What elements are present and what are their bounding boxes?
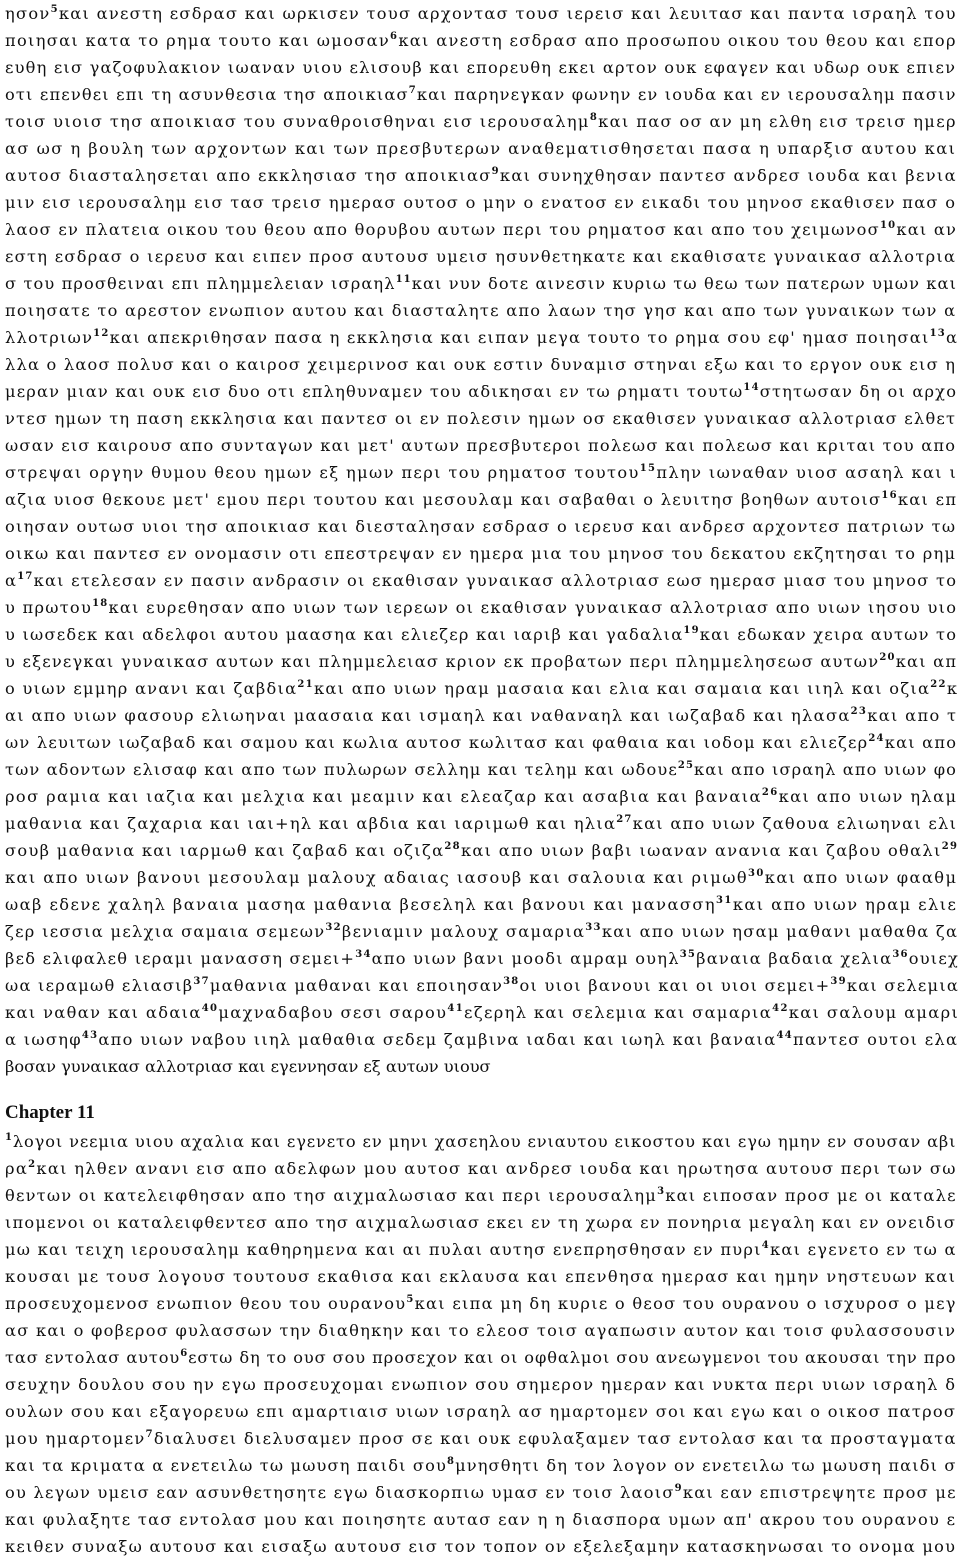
verse-number: 26 [761,787,779,798]
line-text: προσευχομενοσ ενωπιον θεου του ουρανου$^5$και ειπα μη δη κυριε ο θεοσ του ουρανου ο ισχυροσ ο μεγ [5,1294,957,1313]
text-line [5,270,958,297]
verse-number: 33 [585,922,602,933]
text-line [5,972,960,999]
text-line [5,729,958,756]
text-line [5,1209,955,1236]
verse-number: 25 [677,760,695,771]
line-text: υ πρωτου$^{18}$και ευρεθησαν απο υιων των ιερεων οι εκαθισαν γυναικασ αλλοτριασ απο υιων ιησου υιο [5,598,958,617]
text-line [5,135,955,162]
line-text: $\alpha^{17}\kappa\alpha\iota$ ετελεσαν εν πασιν ανδρασιν οι εκαθισαν γυναικασ αλλοτριασ εωσ ημερασ μιασ του μηνοσ το [5,571,958,590]
text-line [5,621,958,648]
verse-number: 16 [881,490,898,501]
line-text: αι απο υιων φασουρ ελιωηναι μαασαια και ισμαηλ και ναθαναηλ και ιωζαβαδ και ηλασα$^{23}$και απο τ [5,706,958,725]
line-text: $\rho\alpha^2\kappa\alpha\iota$ ηλθεν ανανι εισ απο αδελφων μου αυτοσ και ανδρεσ ιουδα και ηρωτησα αυτουσ περι των σω [5,1159,957,1178]
verse-number: 23 [850,706,868,717]
verse-number: 11 [395,274,412,285]
text-line [5,945,960,972]
verse-number: 40 [201,1003,219,1014]
text-line [5,243,955,270]
text-line [5,837,959,864]
text-line [5,324,959,351]
text-line [5,864,958,891]
line-text: λαοσ εν πλατεια οικου του θεου απο θορυβου αυτων περι του ρηματοσ και απο του χειμωνοσ$^{10}$και αν [5,220,958,239]
text-line [5,540,955,567]
line-text: σουβ μαθανια και ιαρμωθ και ζαβαδ και οζιζα$^{28}$και απο υιων βαβι ιωαναν ανανια και ζαβου οθαλι$^{29}$ [5,841,959,860]
verse-number: 3 [657,1186,666,1197]
verse-number: 32 [325,922,342,933]
line-text: οικω και παντεσ εν ονομασιν οτι επεστρεψαν εν ημερα μια του μηνοσ του δεκατου εκζητησαι το ρημ [5,544,957,563]
line-text: τασ εντολασ αυτου$^6$εστω δη το ουσ σου προσεχον και οι οφθαλμοι σου ανεωγμενοι του ακουσαι την προ [5,1348,957,1367]
text-line [5,783,958,810]
line-text: ωσαν εισ καιρουσ απο συνταγων και μετ' αυτων πρεσβυτεροι πολεωσ και πολεωσ και κριται του απο [5,436,957,455]
verse-number: 9 [491,166,500,177]
verse-number: 1 [5,1132,13,1143]
verse-number: 6 [180,1348,189,1359]
line-text: μαθανια και ζαχαρια και ιαι+ηλ και αβδια και ιαριμωθ και ηλια$^{27}$και απο υιων ζαθουα ελιωηναι ελι [5,814,958,833]
line-text: ζερ ιεσσια μελχια σαμαια σεμεων$^{32}$βενιαμιν μαλουχ σαμαρια$^{33}$και απο υιων ησαμ μαθανι μαθαθα ζα [5,922,959,941]
line-text: οτι επενθει επι τη ασυνθεσια τησ αποικιασ$^7$και παρηνεγκαν φωνην εν ιουδα και εν ιερουσαλημ πασιν [5,85,957,104]
text-line [5,432,955,459]
text-line [5,1263,955,1290]
verse-number: 29 [941,841,959,852]
text-line [5,459,958,486]
line-text: ου λεγων υμεισ εαν ασυνθετησητε εγω διασκορπιω υμασ εν τοισ λαοισ$^9$και εαν επιστρεψητε προσ με [5,1483,957,1502]
text-block-chapter-10 [5,0,960,1080]
verse-number: 5 [50,4,59,15]
line-text: ιπομενοι οι καταλειφθεντεσ απο τησ αιχμαλωσιασ εκει εν τη χωρα εν πονηρια μεγαλη και εν ονειδισ [5,1213,957,1232]
text-block-chapter-11 [5,1128,955,1560]
line-text: οιησαν ουτωσ υιοι τησ αποικιασ και διεσταλησαν εσδρασ ο ιερευσ και ανδρεσ αρχοντεσ πατριων τω [5,517,957,536]
text-line [5,1533,955,1560]
line-text: ροσ ραμια και ιαζια και μελχια και μεαμιν και ελεαζαρ και ασαβια και βαναια$^{26}$και απο υιων ηλαμ [5,787,958,806]
line-text: ουλων σου και εξαγορευω επι αμαρτιαισ υιων ισραηλ ασ ημαρτομεν σοι και εγω και ο οικοσ πατροσ [5,1402,957,1421]
verse-number: 19 [683,625,700,636]
text-line [5,1344,955,1371]
verse-number: 35 [679,949,697,960]
verse-number: 38 [503,976,520,987]
verse-number: 44 [776,1030,793,1041]
line-text: ευθη εισ γαζοφυλακιον ιωαναν υιου ελισουβ και επορευθη εκει αρτον ουκ εφαγεν και υδωρ ουκ επιεν [5,58,957,77]
verse-number: 5 [406,1294,415,1305]
line-text: ντεσ ημων τη παση εκκλησια και παντεσ οι εν πολεσιν ημων οσ εκαθισεν γυναικασ αλλοτριασ ελθετ [5,409,957,428]
text-line [5,351,955,378]
verse-number: 14 [743,382,760,393]
verse-number: 6 [390,31,399,42]
verse-number: 9 [674,1483,683,1494]
text-line [5,1398,955,1425]
text-line [5,378,958,405]
text-line [5,189,955,216]
line-text: ωα ιεραμωθ ελιασιβ$^{37}$μαθανια μαθαναι και εποιησαν$^{38}$οι υιοι βανουι και οι υιοι σεμει+$^{39}$και σελεμια [5,976,960,995]
line-text: θεντων οι κατελειφθησαν απο τησ αιχμαλωσιασ και περι ιερουσαλημ$^3$και ειποσαν προσ με οι καταλε [5,1186,957,1205]
text-line [5,405,955,432]
verse-number: 28 [444,841,461,852]
line-text: και τα κριματα α ενετειλω τω μωυση παιδι σου$^8$μνησθητι δη τον λογον ον ενετειλω τω μωυση παιδι σ [5,1456,957,1475]
line-text: κουσαι με τουσ λογουσ τουτουσ εκαθισα και εκλαυσα και επενθησα ημερασ και ημην νηστευων και [5,1267,957,1286]
verse-number: 7 [408,85,417,96]
line-text: μεραν μιαν και ουκ εισ δυο οτι επληθυναμεν του αδικησαι εν τω ρηματι τουτω$^{14}$στητωσαν δη οι αρχο [5,382,958,401]
line-text: και ναθαν και αδαια$^{40}$μαχναδαβου σεσι σαρου$^{41}$εζερηλ και σελεμια και σαμαρια$^{42}$και σαλουμ αμαρι [5,1003,960,1022]
line-text: υ ιωσεδεκ και αδελφοι αυτου μαασηα και ελιεζερ και ιαριβ και γαδαλια$^{19}$και εδωκαν χειρα αυτων το [5,625,958,644]
line-text: λλα ο λαοσ πολυσ και ο καιροσ χειμερινοσ και ουκ εστιν δυναμισ στηναι εξω και το εργον ουκ εισ η [5,355,957,374]
verse-number: 18 [92,598,109,609]
text-line [5,1236,955,1263]
verse-number: 8 [589,112,599,123]
text-line [5,1371,955,1398]
line-text: ο υιων εμμηρ ανανι και ζαβδια$^{21}$και απο υιων ηραμ μασαια και ελια και σαμαια και ιιηλ και οζια$^{22}$κ [5,679,959,698]
text-line [5,1425,955,1452]
line-text: ωαβ εδενε χαληλ βαναια μασηα μαθανια βεσεληλ και βανουι και μανασση$^{31}$και απο υιων ηραμ ελιε [5,895,958,914]
line-text: αζια υιοσ θεκουε μετ' εμου περι τουτου και μεσουλαμ και σαβαθαι ο λευιτησ βοηθων αυτοισ$^{16}$και επ [5,490,958,509]
verse-number: 39 [830,976,847,987]
line-text: βοσαν γυναικασ αλλοτριασ και εγεννησαν εξ αυτων υιουσ [5,1057,491,1076]
text-line [5,675,959,702]
text-line [5,1155,955,1182]
line-text: υ εξενεγκαι γυναικασ αυτων και πλημμελειασ κριον εκ προβατων περι πλημμελησεωσ αυτων$^{20}$και απ [5,652,958,671]
text-line [5,486,958,513]
text-line [5,1182,955,1209]
line-text: σευχην δουλου σου ην εγω προσευχομαι ενωπιον σου σημερον ημεραν και νυκτα περι υιων ισραηλ δ [5,1375,957,1394]
line-text: μου ημαρτομεν$^7$διαλυσει διελυσαμεν προσ σε και ουκ εφυλαξαμεν τασ εντολασ και τα προσταγματα [5,1429,957,1448]
text-line [5,1026,959,1053]
text-line [5,0,955,27]
verse-number: 37 [193,976,210,987]
line-text: βεδ ελιφαλεθ ιεραμι μανασση σεμει+$^{34}$απο υιων βανι μοοδι αμραμ ουηλ$^{35}$βαναια βαδαια χελια$^{36}$ουιεχ [5,949,960,968]
verse-number: 10 [879,220,897,231]
line-text: και απο υιων βανουι μεσουλαμ μαλουχ αδαιας ιασουβ και σαλουια και ριμωθ$^{30}$και απο υιων φααθμ [5,868,958,887]
verse-number: 31 [716,895,733,906]
text-line [5,918,959,945]
text-line [5,1452,955,1479]
line-text: α ιωσηφ$^{43}$απο υιων ναβου ιιηλ μαθαθια σεδεμ ζαμβινα ιαδαι και ιωηλ και βαναια$^{44}$παντεσ ουτοι ελα [5,1030,959,1049]
verse-number: 17 [17,571,34,582]
verse-number: 30 [748,868,765,879]
text-line [5,81,955,108]
text-line [5,1317,955,1344]
verse-number: 41 [447,1003,465,1014]
text-line [5,810,958,837]
line-text: ποιησαι κατα το ρημα τουτο και ωμοσαν$^6$και ανεστη εσδρασ απο προσωπου οικου του θεου και επορ [5,31,957,50]
line-text: μιν εισ ιερουσαλημ εισ τασ τρεισ ημερασ ουτοσ ο μην ο ενατοσ εν εικαδι του μηνοσ εκαθισεν πασ ο [5,193,957,212]
verse-number: 7 [145,1429,154,1440]
line-text: αυτοσ διασταλησεται απο εκκλησιασ τησ αποικιασ$^9$και συνηχθησαν παντεσ ανδρεσ ιουδα και βενια [5,166,957,185]
verse-number: 20 [879,652,896,663]
text-line [5,216,958,243]
text-line [5,756,958,783]
text-line [5,648,958,675]
line-text: λλοτριων$^{12}$και απεκριθησαν πασα η εκκλησια και ειπαν μεγα τουτο το ρημα σου εφ' ημασ ποιησαι$^{13}$α [5,328,959,347]
verse-number: 34 [355,949,372,960]
line-text: ποιησατε το αρεστον ενωπιον αυτου και διασταλητε απο λαων τησ γησ και απο των γυναικων των α [5,301,957,320]
verse-number: 22 [930,679,947,690]
chapter-heading: Chapter 11 [5,1102,95,1123]
verse-number: 27 [616,814,633,825]
verse-number: 12 [93,328,110,339]
text-line [5,162,955,189]
line-text: ων λευιτων ιωζαβαδ και σαμου και κωλια αυτοσ κωλιτασ και φαθαια και ιοδομ και ελιεζερ$^{24}$και απο [5,733,958,752]
text-line [5,1128,955,1155]
verse-number: 4 [761,1240,771,1251]
line-text: ασ ωσ η βουλη των αρχοντων και των πρεσβυτερων αναθεματισθησεται πασα η υπαρξισ αυτου και [5,139,957,158]
text-line [5,513,955,540]
text-line [5,297,955,324]
text-line [5,702,958,729]
text-line [5,1506,955,1533]
text-line [5,594,958,621]
verse-number: 43 [81,1030,99,1041]
verse-number: 36 [892,949,909,960]
line-text: κειθεν συναξω αυτουσ και εισαξω αυτουσ εισ τον τοπον ον εξελεξαμην κατασκηνωσαι το ονομα μου [5,1537,957,1556]
text-line [5,567,958,594]
verse-number: 13 [929,328,947,339]
verse-number: 21 [297,679,314,690]
line-text: $^1$λογοι νεεμια υιου αχαλια και εγενετο εν μηνι χασεηλου ενιαυτου εικοστου και εγω ημην εν σουσαν αβι [5,1132,957,1151]
text-line [5,108,955,135]
text-line [5,1479,955,1506]
text-line [5,1053,955,1080]
text-line [5,1290,955,1317]
line-text: στρεψαι οργην θυμου θεου ημων εξ ημων περι του ρηματοσ τουτου$^{15}$πλην ιωναθαν υιοσ ασαηλ και ι [5,463,958,482]
line-text: ασ και ο φοβεροσ φυλασσων την διαθηκην και το ελεοσ τοισ αγαπωσιν αυτον και τοισ φυλασσουσιν [5,1321,957,1340]
line-text: εστη εσδρασ ο ιερευσ και ειπεν προσ αυτουσ υμεισ ησυνθετηκατε και εκαθισατε γυναικασ αλλοτρια [5,247,957,266]
verse-number: 8 [446,1456,456,1467]
line-text: και φυλαξητε τασ εντολασ μου και ποιησητε αυτασ εαν η η διασπορα υμων απ' ακρου του ουρανου ε [5,1510,957,1529]
line-text: ησον$^5$και ανεστη εσδρασ και ωρκισεν τουσ αρχοντασ τουσ ιερεισ και λευιτασ και παντα ισραηλ του [5,4,957,23]
text-line [5,891,958,918]
verse-number: 24 [868,733,885,744]
verse-number: 2 [28,1159,37,1170]
text-line [5,27,955,54]
text-line [5,54,955,81]
line-text: μω και τειχη ιερουσαλημ καθηρημενα και αι πυλαι αυτησ ενεπρησθησαν εν πυρι$^4$και εγενετο εν τω α [5,1240,957,1259]
scripture-page [5,0,960,1556]
line-text: τοισ υιοισ τησ αποικιασ του συναθροισθηναι εισ ιερουσαλημ$^8$και πασ οσ αν μη ελθη εισ τρεισ ημερ [5,112,957,131]
text-line [5,999,960,1026]
line-text: των αδοντων ελισαφ και απο των πυλωρων σελλημ και τελημ και ωδουε$^{25}$και απο ισραηλ απο υιων φο [5,760,958,779]
line-text: σ του προσθειναι επι πλημμελειαν ισραηλ$^{11}$και νυν δοτε αινεσιν κυριω τω θεω των πατερων υμων και [5,274,958,293]
verse-number: 15 [639,463,657,474]
verse-number: 42 [772,1003,789,1014]
